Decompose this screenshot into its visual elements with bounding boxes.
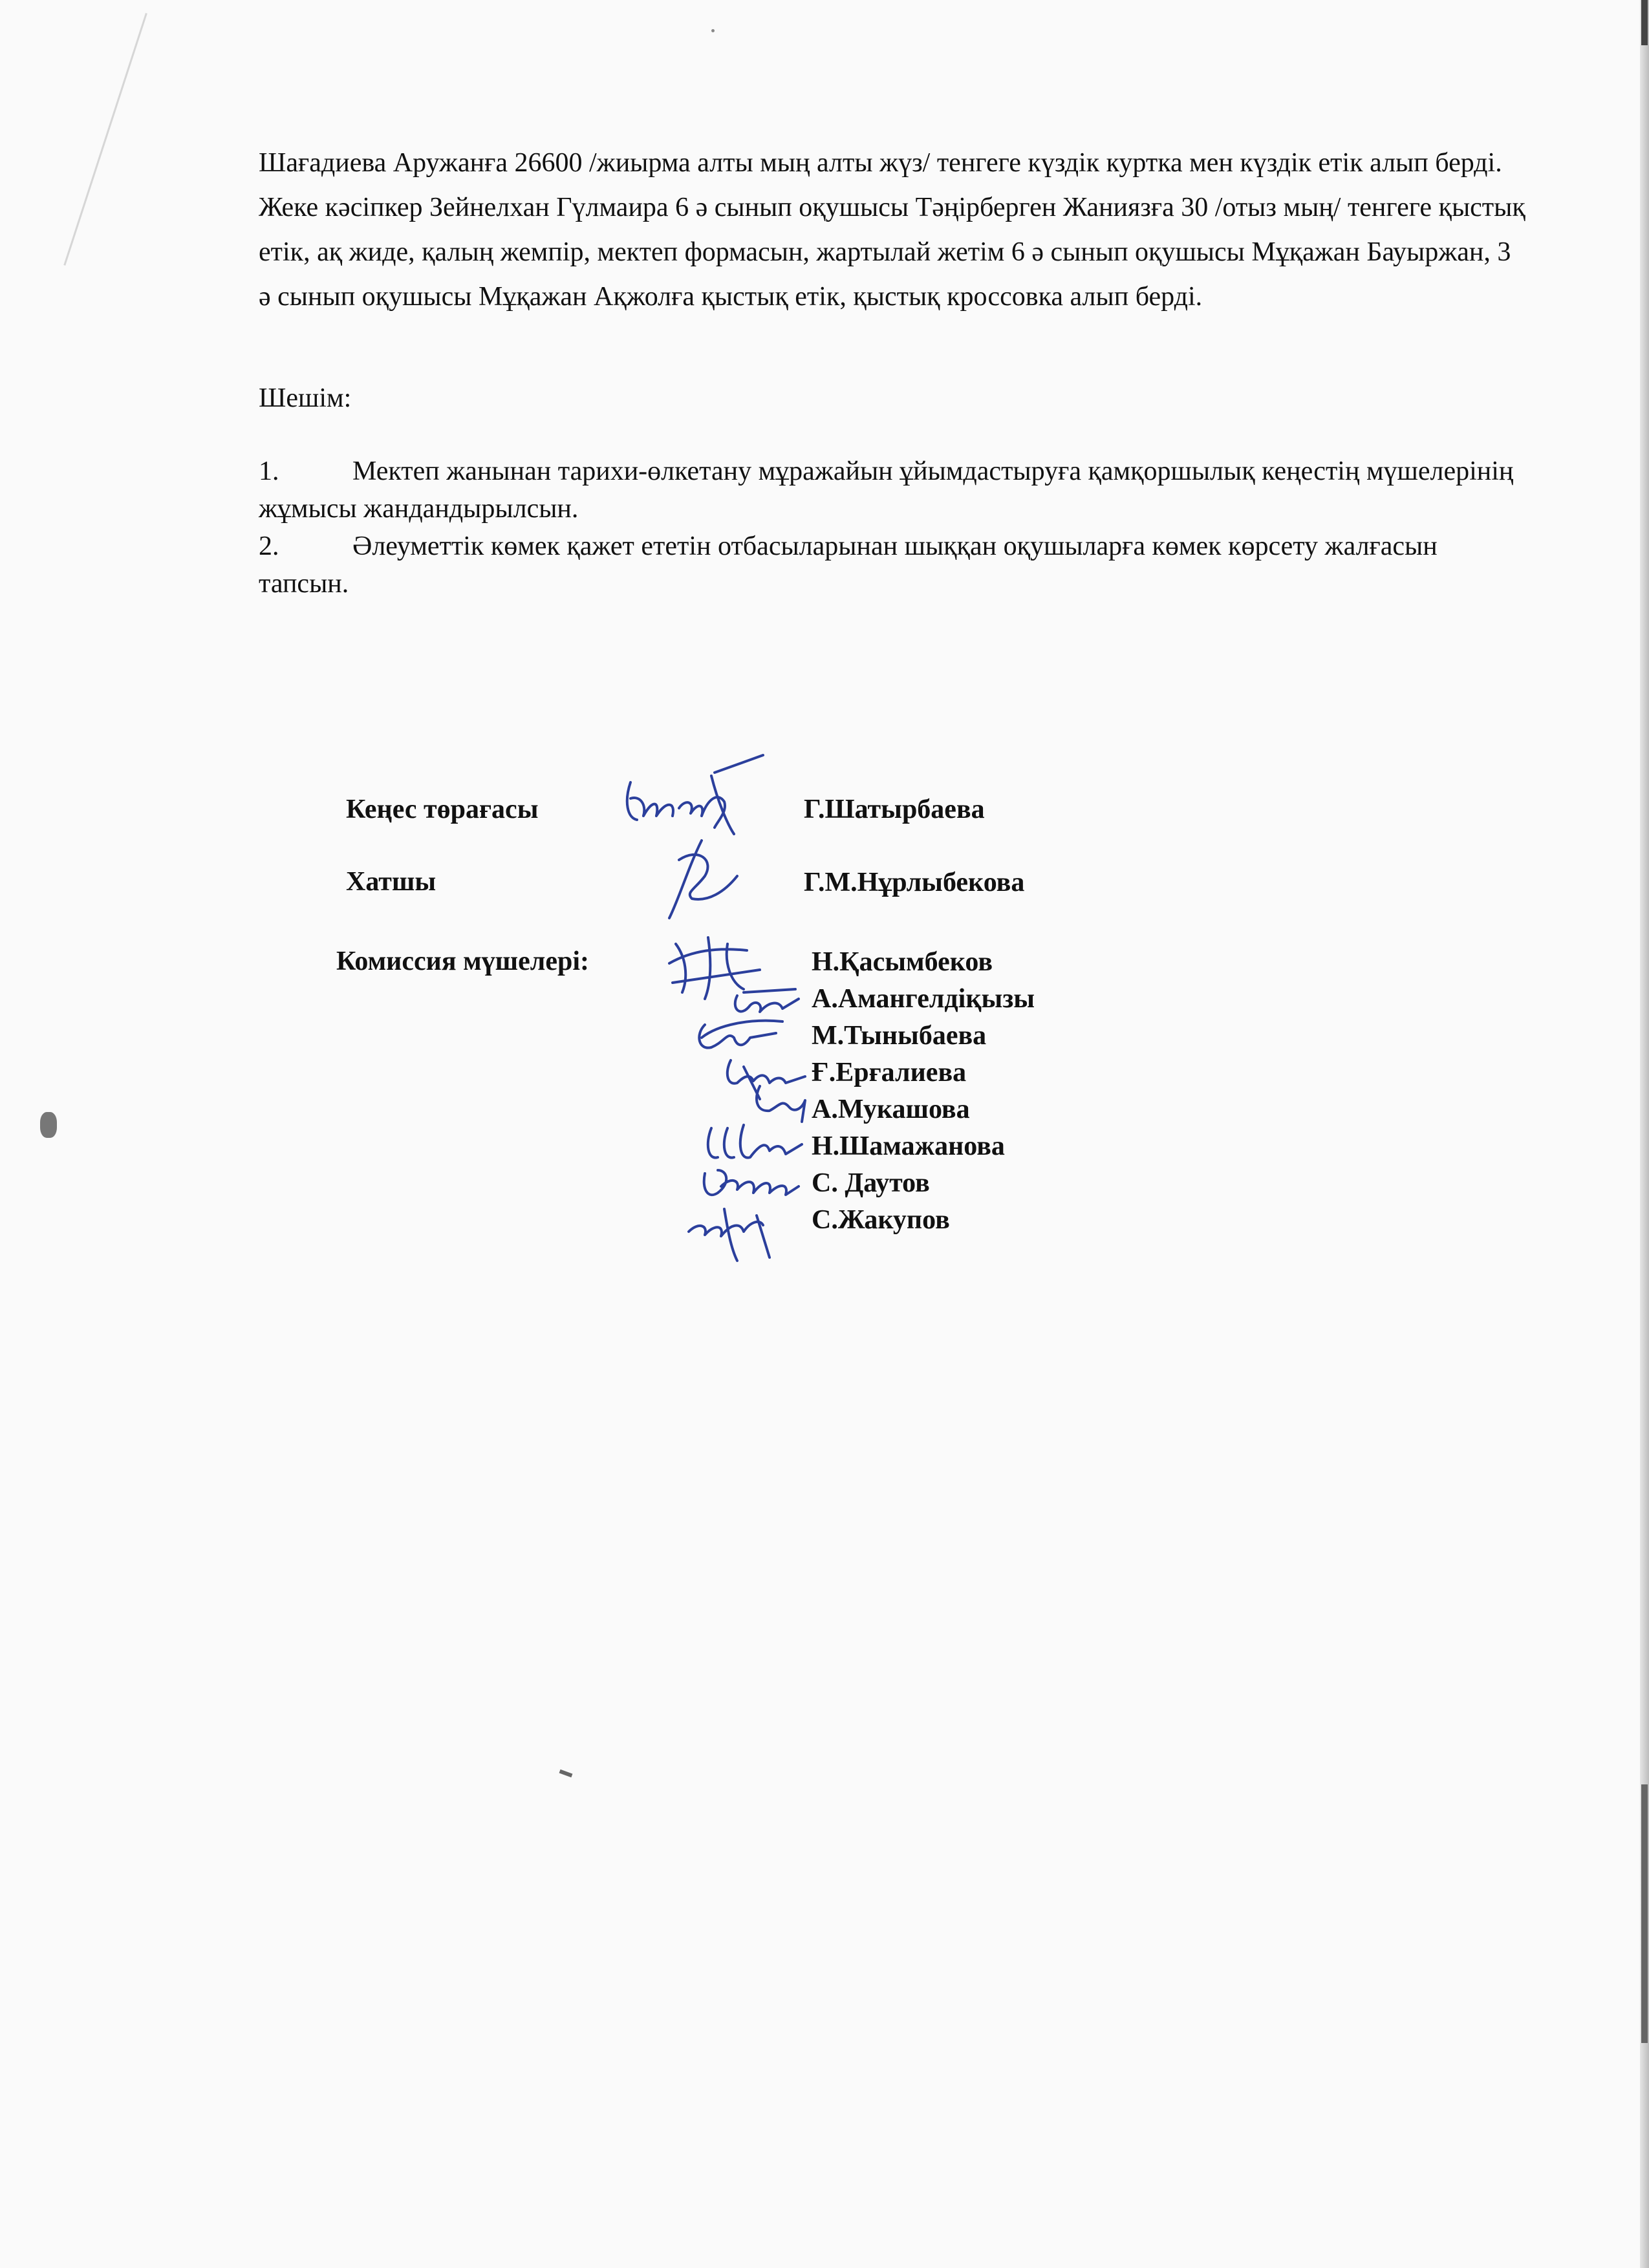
secretary-signature [669,840,737,918]
chair-name: Г.Шатырбаева [804,795,985,824]
member-name: Н.Шамажанова [812,1131,1005,1161]
member-name: М.Тыныбаева [812,1021,987,1051]
decision-text: Әлеуметтік көмек қажет ететін отбасыларынан шыққан оқушыларға көмек көрсету жалғасын тапсын. [259,531,1438,599]
secretary-name: Г.М.Нұрлыбекова [804,868,1025,897]
chair-signature [627,755,763,834]
members-role: Комиссия мүшелері: [336,947,590,976]
chair-role: Кеңес төрағасы [346,795,539,824]
decision-text: Мектеп жанынан тарихи-өлкетану мұражайын ұйымдастыруға қамқоршылық кеңестің мүшелерінің жұмысы жандандырылсын. [259,456,1514,524]
member-signature [708,1125,802,1158]
decision-heading: Шешім: [259,383,352,413]
member-name: С.Жакупов [812,1205,950,1235]
member-name: С. Даутов [812,1168,930,1198]
member-signature [689,1209,770,1261]
body-paragraph: Шағадиева Аружанға 26600 /жиырма алты мың алты жүз/ тенгеге күздік куртка мен күздік етік алып берді. Жеке кәсіпкер Зейнелхан Гүлмаира 6 ә сынып оқушысы Тәңірберген Жаниязға 30 /отыз мың/ тенгеге қыстық етік, ақ жиде, қалың жемпір, мектеп формасын, жартылай жетім 6 ә сынып оқушысы Мұқажан Бауыржан, 3 ә сынып оқушысы Мұқажан Ақжолға қыстық етік, қыстық кроссовка алып берді. [259,148,1525,312]
secretary-role: Хатшы [346,867,436,897]
member-signature [757,1086,805,1122]
decision-number: 1. [259,456,279,486]
member-name: Н.Қасымбеков [812,947,993,977]
member-signature [735,989,799,1012]
member-signature [699,1021,782,1048]
member-name: А.Мукашова [812,1095,970,1124]
member-signature [704,1170,799,1195]
member-signature [727,1060,805,1099]
member-name: А.Амангелдіқызы [812,984,1035,1014]
member-name: Ғ.Ерғалиева [812,1058,967,1087]
member-signature [669,937,760,999]
decision-number: 2. [259,531,279,561]
